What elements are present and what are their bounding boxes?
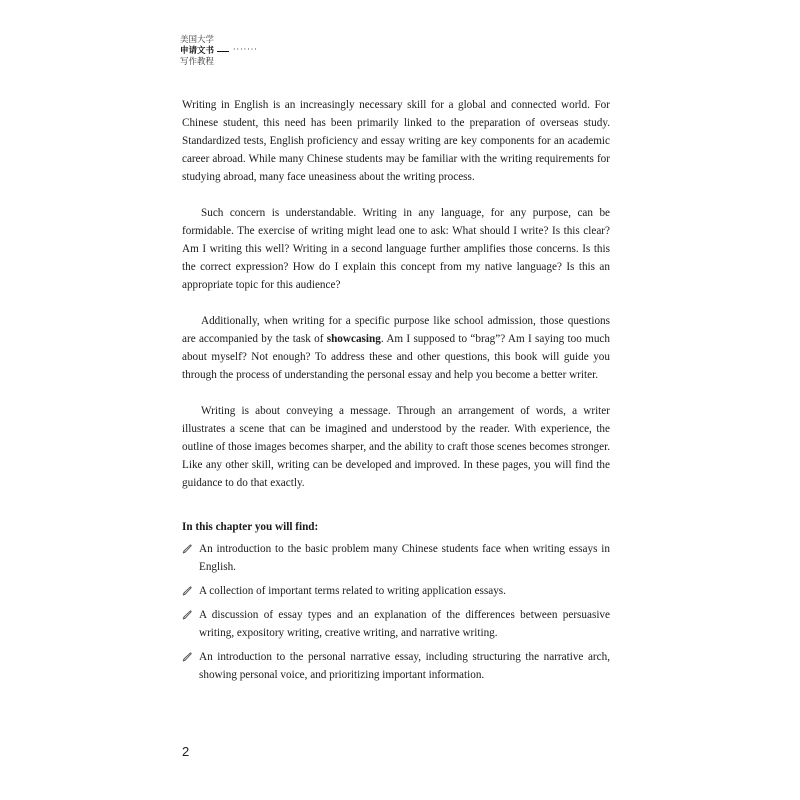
header-title: 申请文书 <box>180 46 215 56</box>
header-line-1: 美国大学 <box>180 35 215 45</box>
paragraph-1: Writing in English is an increasingly necessary skill for a global and connected world. For Chinese student, this need has been primarily linked to the preparation of overseas study. Standardized tests, English proficiency and essay writing are key components for an academic career abroad. While many Chinese students may be familiar with the writing requirements for studying abroad, many face uneasiness about the writing process. <box>182 99 610 183</box>
list-item-text: An introduction to the personal narrative essay, including structuring the narrative arch, showing personal voice, and prioritizing important information. <box>199 651 610 681</box>
page-number: 2 <box>182 744 190 759</box>
list-item-text: A collection of important terms related to writing application essays. <box>199 585 506 597</box>
emphasis-showcasing: showcasing <box>326 333 381 345</box>
page-body <box>182 96 610 690</box>
pen-nib-icon <box>182 544 192 554</box>
chapter-contents-heading: In this chapter you will find: <box>182 521 319 533</box>
chapter-contents-list <box>182 540 610 684</box>
pen-nib-icon <box>182 586 192 596</box>
header-dash <box>217 51 229 53</box>
paragraph-2: Such concern is understandable. Writing in any language, for any purpose, can be formidable. The exercise of writing might lead one to ask: What should I write? Is this clear? Am I writing this well? Writing in a second language further amplifies those concerns. Is this the correct expression? How do I explain this concept from my native language? Is this an appropriate topic for this audience? <box>182 207 610 291</box>
list-item <box>182 540 610 576</box>
header-line-2 <box>180 46 258 57</box>
running-header <box>180 35 258 68</box>
list-item-text: A discussion of essay types and an explanation of the differences between persuasive writing, expository writing, creative writing, and narrative writing. <box>199 609 610 639</box>
list-item <box>182 582 610 600</box>
pen-nib-icon <box>182 610 192 620</box>
list-item <box>182 648 610 684</box>
list-item <box>182 606 610 642</box>
paragraph-3-text-after: . Am I supposed to “brag”? Am I saying too much about myself? Not enough? To address these and other questions, this book will guide you through the process of understanding the personal essay and help you become a better writer. <box>182 333 610 381</box>
paragraph-4: Writing is about conveying a message. Through an arrangement of words, a writer illustrates a scene that can be imagined and understood by the reader. With experience, the outline of those images becomes sharper, and the ability to craft those scenes becomes stronger. Like any other skill, writing can be developed and improved. In these pages, you will find the guidance to do that exactly. <box>182 405 610 489</box>
list-item-text: An introduction to the basic problem many Chinese students face when writing essays in English. <box>199 543 610 573</box>
paragraph-3-text-before: Additionally, when writing for a specific purpose like school admission, those questions are accompanied by the task of <box>182 315 610 345</box>
pen-nib-icon <box>182 652 192 662</box>
header-line-3: 写作教程 <box>180 57 215 67</box>
header-dots: ······· <box>233 44 258 54</box>
paragraph-3 <box>182 312 610 384</box>
